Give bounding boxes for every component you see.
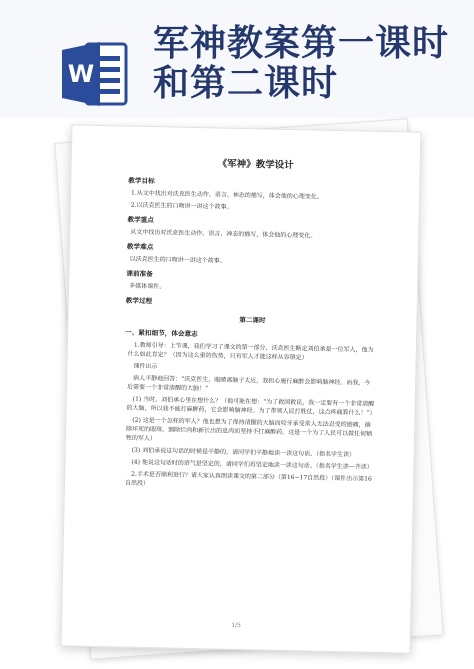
paragraph: 从文中找出对沃克医生动作、语言、神态的描写，体会他的心理变化。 xyxy=(130,228,317,240)
section-heading-difficulties: 教学难点 xyxy=(126,242,154,252)
document-content xyxy=(125,157,380,496)
subsection-heading: 一、紧扣细节，体会意志 xyxy=(125,328,198,339)
paragraph: 2.手术是否顺利进行？请大家认真朗读课文的第二部分（第16~17自然段）（课件出示第16自然段） xyxy=(124,470,372,488)
paragraph: (2) 这是一个怎样的军人？他也想为了保持清醒的大脑而咬牙承受常人无法忍受的剧痛，摘除坏死的眼珠，割除烂肉和新长出的息肉而坚持不打麻醉药。这是一个为了人民可以做任何牺牲的军人） xyxy=(125,416,373,443)
section-heading-key-points: 教学重点 xyxy=(127,215,154,225)
paragraph: 1.从文中找出对沃克医生动作、语言、神态的描写，体会他的心理变化。 xyxy=(131,189,323,201)
page-title-line-2: 和第二课时 xyxy=(153,63,339,104)
document-page xyxy=(61,124,422,653)
document-title: 《军神》教学设计 xyxy=(217,158,294,172)
paragraph: 1.教师引导：上节课，我们学习了课文的第一部分，沃克医生断定刘伯承是一位军人，他为什么如此肯定？（因为这么重的伤势，只有军人才能这样从容镇定） xyxy=(127,341,374,362)
header-banner xyxy=(0,0,474,118)
paragraph: 以沃克医生的口吻讲一讲这个故事。 xyxy=(129,255,226,265)
page-number: 1/5 xyxy=(231,621,241,630)
section-heading-preparation: 课前准备 xyxy=(126,269,153,279)
paragraph: (4) 他说这句话时的语气是坚定的，请同学们再坚定地读一读这句话。（指名学生读—齐读） xyxy=(131,458,373,471)
section-heading-process: 教学过程 xyxy=(125,296,153,306)
svg-text:W: W xyxy=(67,60,95,88)
paragraph: 多媒体课件。 xyxy=(129,282,166,291)
paragraph: (1) 当时，刘伯承心里在想什么？（他可能在想：“为了救国救民，我一定要有一个非常清醒的大脑，所以我不能打麻醉药，它会影响脑神经。为了带领人民打胜仗，这点疼痛算什么！”） xyxy=(126,395,376,417)
paragraph: 2.以沃克医生的口吻讲一讲这个故事。 xyxy=(130,201,233,211)
lesson-two-heading: 第二课时 xyxy=(239,315,266,325)
section-heading-objectives: 教学目标 xyxy=(128,176,155,186)
paragraph: (3) 刘伯承说这句话的时候是平静的，请同学们平静地读一读这句话。（指名学生读） xyxy=(131,446,356,459)
page-title-line-1: 军神教案第一课时 xyxy=(153,23,450,64)
paragraph: 课件出示 xyxy=(133,362,158,371)
word-icon xyxy=(60,38,128,110)
paragraph: 病人平静地回答：“沃克医生，眼睛离脑子太近，我担心施行麻醉会影响脑神经。而我，今后需要一个非常清醒的大脑！” xyxy=(126,374,371,393)
